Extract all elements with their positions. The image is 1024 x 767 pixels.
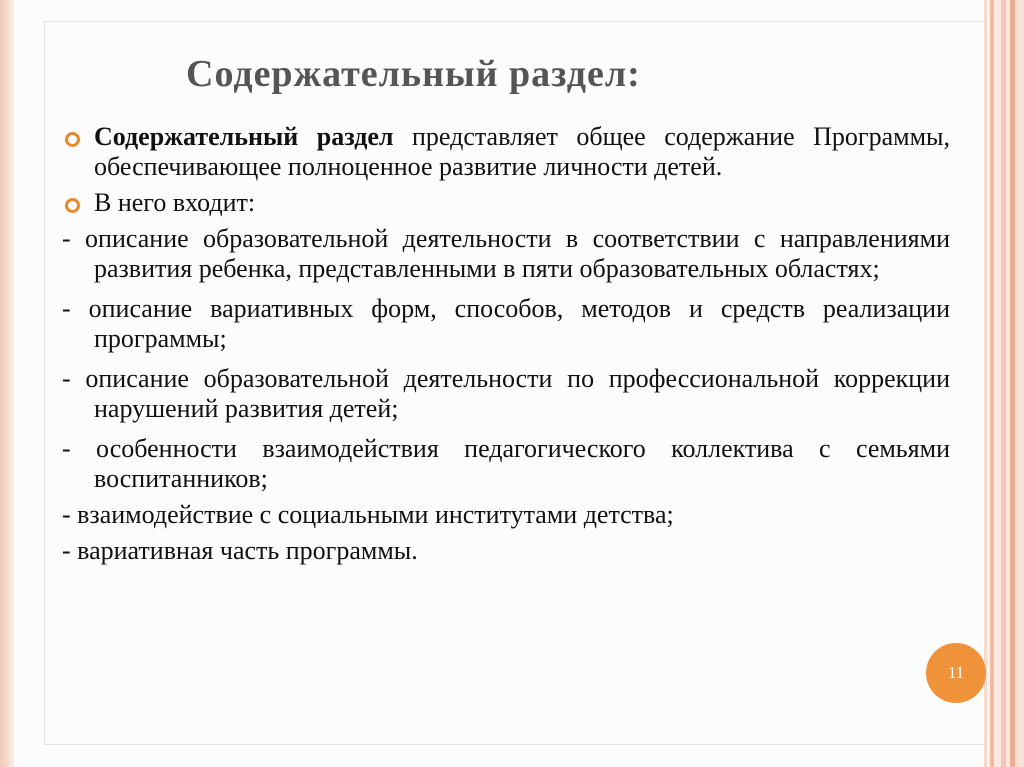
slide-content	[62, 122, 950, 566]
list-item: - вариативная часть программы.	[62, 536, 418, 565]
list-item: - взаимодействие с социальными институтами детства;	[62, 500, 674, 529]
includes-label: В него входит:	[94, 188, 256, 217]
circle-bullet-icon	[65, 132, 80, 147]
circle-bullet-icon	[65, 198, 80, 213]
intro-bold-text: Содержательный раздел	[94, 122, 394, 151]
slide-frame-left	[0, 0, 14, 767]
slide-title: Содержательный раздел:	[186, 53, 641, 95]
list-item: - описание вариативных форм, способов, методов и средств реализации программы;	[62, 294, 950, 353]
list-item: - особенности взаимодействия педагогического коллектива с семьями воспитанников;	[62, 434, 950, 493]
slide-frame-right	[984, 0, 1024, 767]
intro-rest-text: представляет общее содержание Программы, обеспечивающее полноценное развитие личности детей.	[94, 122, 950, 181]
includes-paragraph	[62, 188, 950, 218]
slide-canvas	[14, 0, 984, 767]
intro-paragraph	[62, 122, 950, 182]
list-item: - описание образовательной деятельности в соответствии с направлениями развития ребенка, представленными в пяти образовательных областях;	[62, 224, 950, 283]
list-item: - описание образовательной деятельности по профессиональной коррекции нарушений развития детей;	[62, 364, 950, 423]
page-number-badge: 11	[926, 643, 986, 703]
